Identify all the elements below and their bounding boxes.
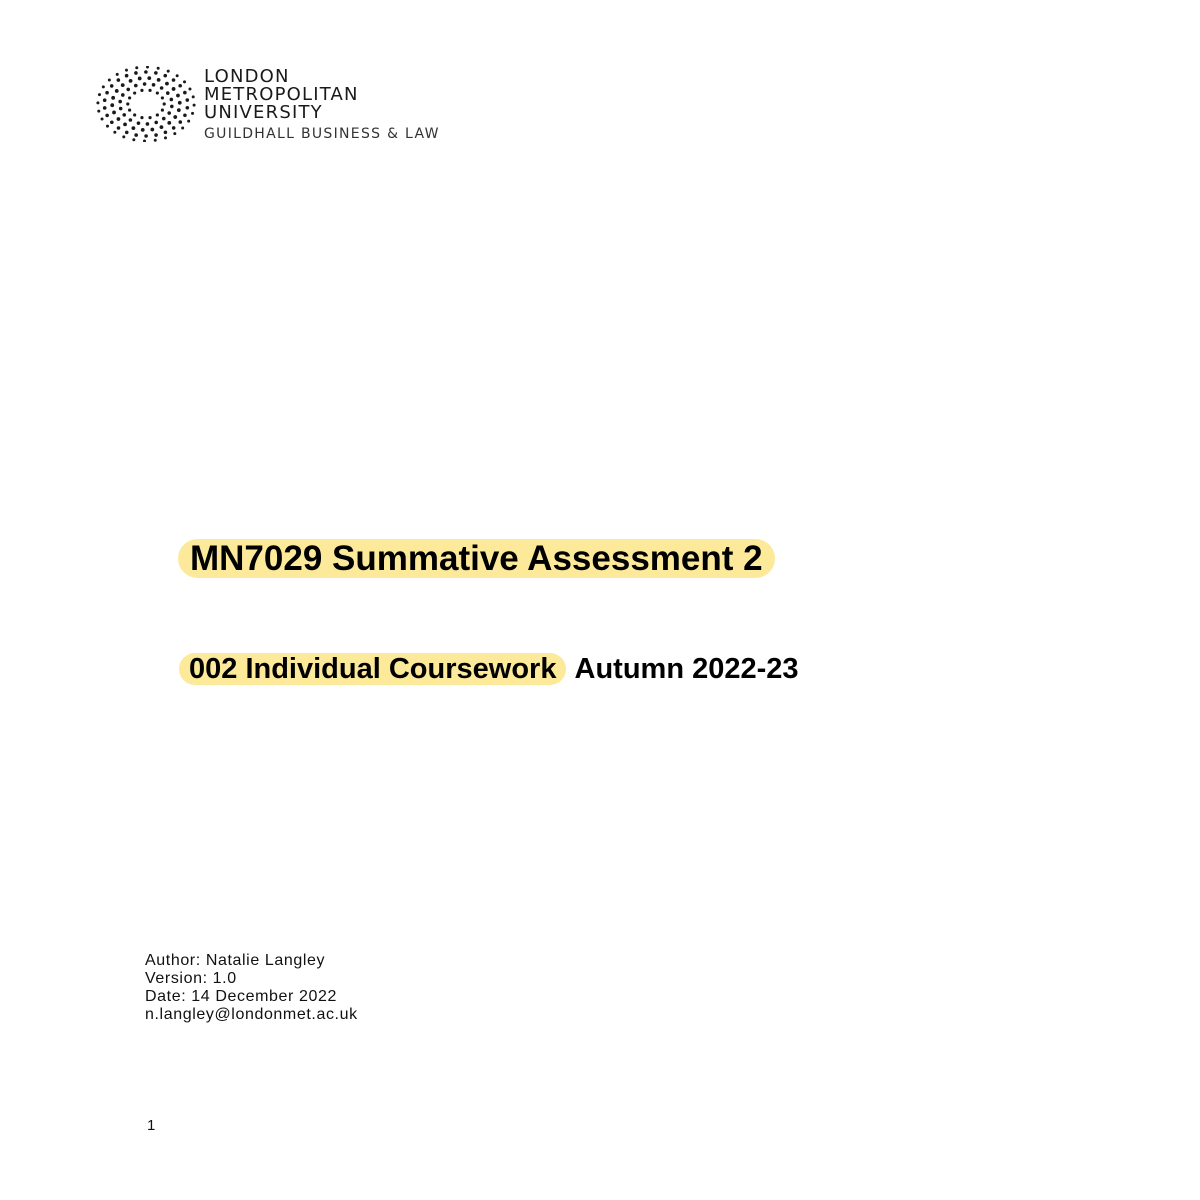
logo-dot: [146, 66, 149, 69]
document-subtitle: [179, 648, 799, 690]
logo-dot: [134, 84, 138, 88]
logo-dot: [166, 91, 170, 95]
logo-dot: [176, 94, 180, 98]
logo-dot: [125, 69, 128, 72]
logo-dot: [117, 78, 121, 82]
logo-dot: [188, 87, 191, 90]
logo-dot: [163, 102, 166, 105]
university-logo: [96, 66, 440, 142]
logo-dot: [191, 112, 194, 115]
page-number: 1: [147, 1117, 156, 1134]
logo-dot: [167, 121, 171, 125]
logo-dot: [172, 126, 176, 130]
logo-dot: [132, 138, 135, 141]
logo-dot: [154, 133, 158, 137]
logo-dot: [112, 111, 116, 115]
logo-dot: [144, 70, 148, 74]
logo-dot: [165, 82, 169, 86]
logo-dot: [138, 77, 142, 81]
logo-dot: [134, 133, 138, 137]
subtitle-term: Autumn 2022-23: [574, 653, 799, 685]
logo-dot: [103, 98, 107, 102]
logo-dot: [126, 102, 129, 105]
logo-dot: [106, 125, 109, 128]
logo-dot: [113, 131, 116, 134]
logo-dot: [143, 82, 147, 86]
logo-dot: [121, 93, 125, 97]
logo-dot: [97, 110, 100, 113]
logo-dot: [128, 108, 131, 111]
logo-dot: [119, 107, 123, 111]
logo-dot: [128, 96, 131, 99]
logo-dot: [144, 134, 148, 138]
logo-dot: [134, 71, 138, 75]
logo-dot: [121, 83, 125, 87]
logo-dot: [167, 70, 170, 73]
logo-dot: [156, 91, 159, 94]
meta-date: Date: 14 December 2022: [145, 988, 337, 1005]
meta-version: Version: 1.0: [145, 970, 237, 987]
document-title: [178, 535, 775, 583]
logo-dot: [160, 125, 164, 129]
logo-dot: [148, 89, 151, 92]
logo-dot: [137, 121, 141, 125]
logo-dot: [172, 87, 176, 91]
logo-dot: [125, 131, 129, 135]
document-meta: [145, 952, 358, 1024]
logo-dot: [110, 120, 114, 124]
logo-dot: [143, 139, 146, 142]
logo-dot: [177, 108, 181, 112]
logo-dot: [185, 98, 189, 102]
logo-dot: [140, 116, 143, 119]
logo-dot: [98, 93, 101, 96]
logo-dot: [123, 123, 127, 127]
logo-dot: [105, 114, 109, 118]
logo-dot: [170, 105, 174, 109]
logo-dot: [129, 79, 133, 83]
logo-dot: [178, 84, 182, 88]
logo-dot: [152, 83, 156, 87]
logo-dot: [193, 104, 196, 107]
logo-dot: [163, 74, 167, 78]
logo-dot: [117, 117, 121, 121]
logo-dot: [173, 132, 176, 135]
logo-dot: [125, 74, 129, 78]
logo-dot: [172, 78, 176, 82]
logo-dot: [178, 101, 182, 105]
dotted-sunburst-icon: [96, 66, 196, 142]
logo-dot: [103, 106, 107, 110]
logo-dot: [122, 135, 125, 138]
logo-dot: [156, 113, 159, 116]
logo-dot: [147, 76, 151, 80]
subtitle-highlighted: 002 Individual Coursework: [179, 653, 566, 685]
logo-dot: [154, 121, 158, 125]
logo-dot: [133, 91, 136, 94]
logo-dot: [131, 126, 135, 130]
logo-dot: [105, 91, 109, 95]
logo-dot: [129, 118, 133, 122]
logo-dot: [176, 74, 179, 77]
logo-dot: [115, 89, 119, 93]
logo-dot: [133, 113, 136, 116]
logo-dot: [161, 108, 164, 111]
logo-dot: [117, 126, 121, 130]
logo-dot: [108, 79, 111, 82]
subtitle-rest: [566, 653, 574, 685]
logo-dot: [186, 106, 190, 110]
logo-line-3: UNIVERSITY: [204, 102, 323, 123]
logo-dot: [102, 85, 105, 88]
logo-dot: [118, 100, 122, 104]
logo-dot: [173, 115, 177, 119]
logo-dot: [157, 67, 160, 70]
logo-dot: [140, 89, 143, 92]
logo-dot: [111, 96, 115, 100]
logo-dot: [162, 117, 166, 121]
logo-dot: [154, 139, 157, 142]
logo-dot: [167, 111, 171, 115]
logo-dot: [126, 88, 130, 92]
logo-dot: [110, 103, 114, 107]
logo-dot: [164, 136, 167, 139]
logo-dot: [157, 78, 161, 82]
logo-dot: [135, 66, 138, 69]
logo-line-2: METROPOLITAN: [204, 84, 359, 105]
logo-dot: [116, 73, 119, 76]
document-title-text: MN7029 Summative Assessment 2: [178, 539, 775, 578]
logo-subline: GUILDHALL BUSINESS & LAW: [204, 126, 440, 142]
logo-dot: [122, 113, 126, 117]
logo-dot: [96, 101, 99, 104]
logo-dot: [183, 113, 187, 117]
logo-dot: [183, 91, 187, 95]
logo-dot: [150, 128, 154, 132]
logo-dot: [148, 116, 151, 119]
logo-dot: [110, 84, 114, 88]
logo-dot: [146, 122, 150, 126]
logo-dot: [154, 71, 158, 75]
logo-dot: [187, 120, 190, 123]
logo-dot: [101, 118, 104, 121]
logo-dot: [192, 95, 195, 98]
logo-dot: [160, 86, 164, 90]
logo-dot: [181, 126, 184, 129]
logo-dot: [161, 96, 164, 99]
meta-author: Author: Natalie Langley: [145, 952, 326, 969]
logo-dot: [141, 128, 145, 132]
meta-email: n.langley@londonmet.ac.uk: [145, 1006, 358, 1023]
logo-wordmark: [204, 66, 440, 142]
logo-dot: [170, 98, 174, 102]
logo-line-1: LONDON: [204, 66, 290, 87]
logo-dot: [164, 131, 168, 135]
logo-dot: [183, 80, 186, 83]
logo-dot: [178, 120, 182, 124]
